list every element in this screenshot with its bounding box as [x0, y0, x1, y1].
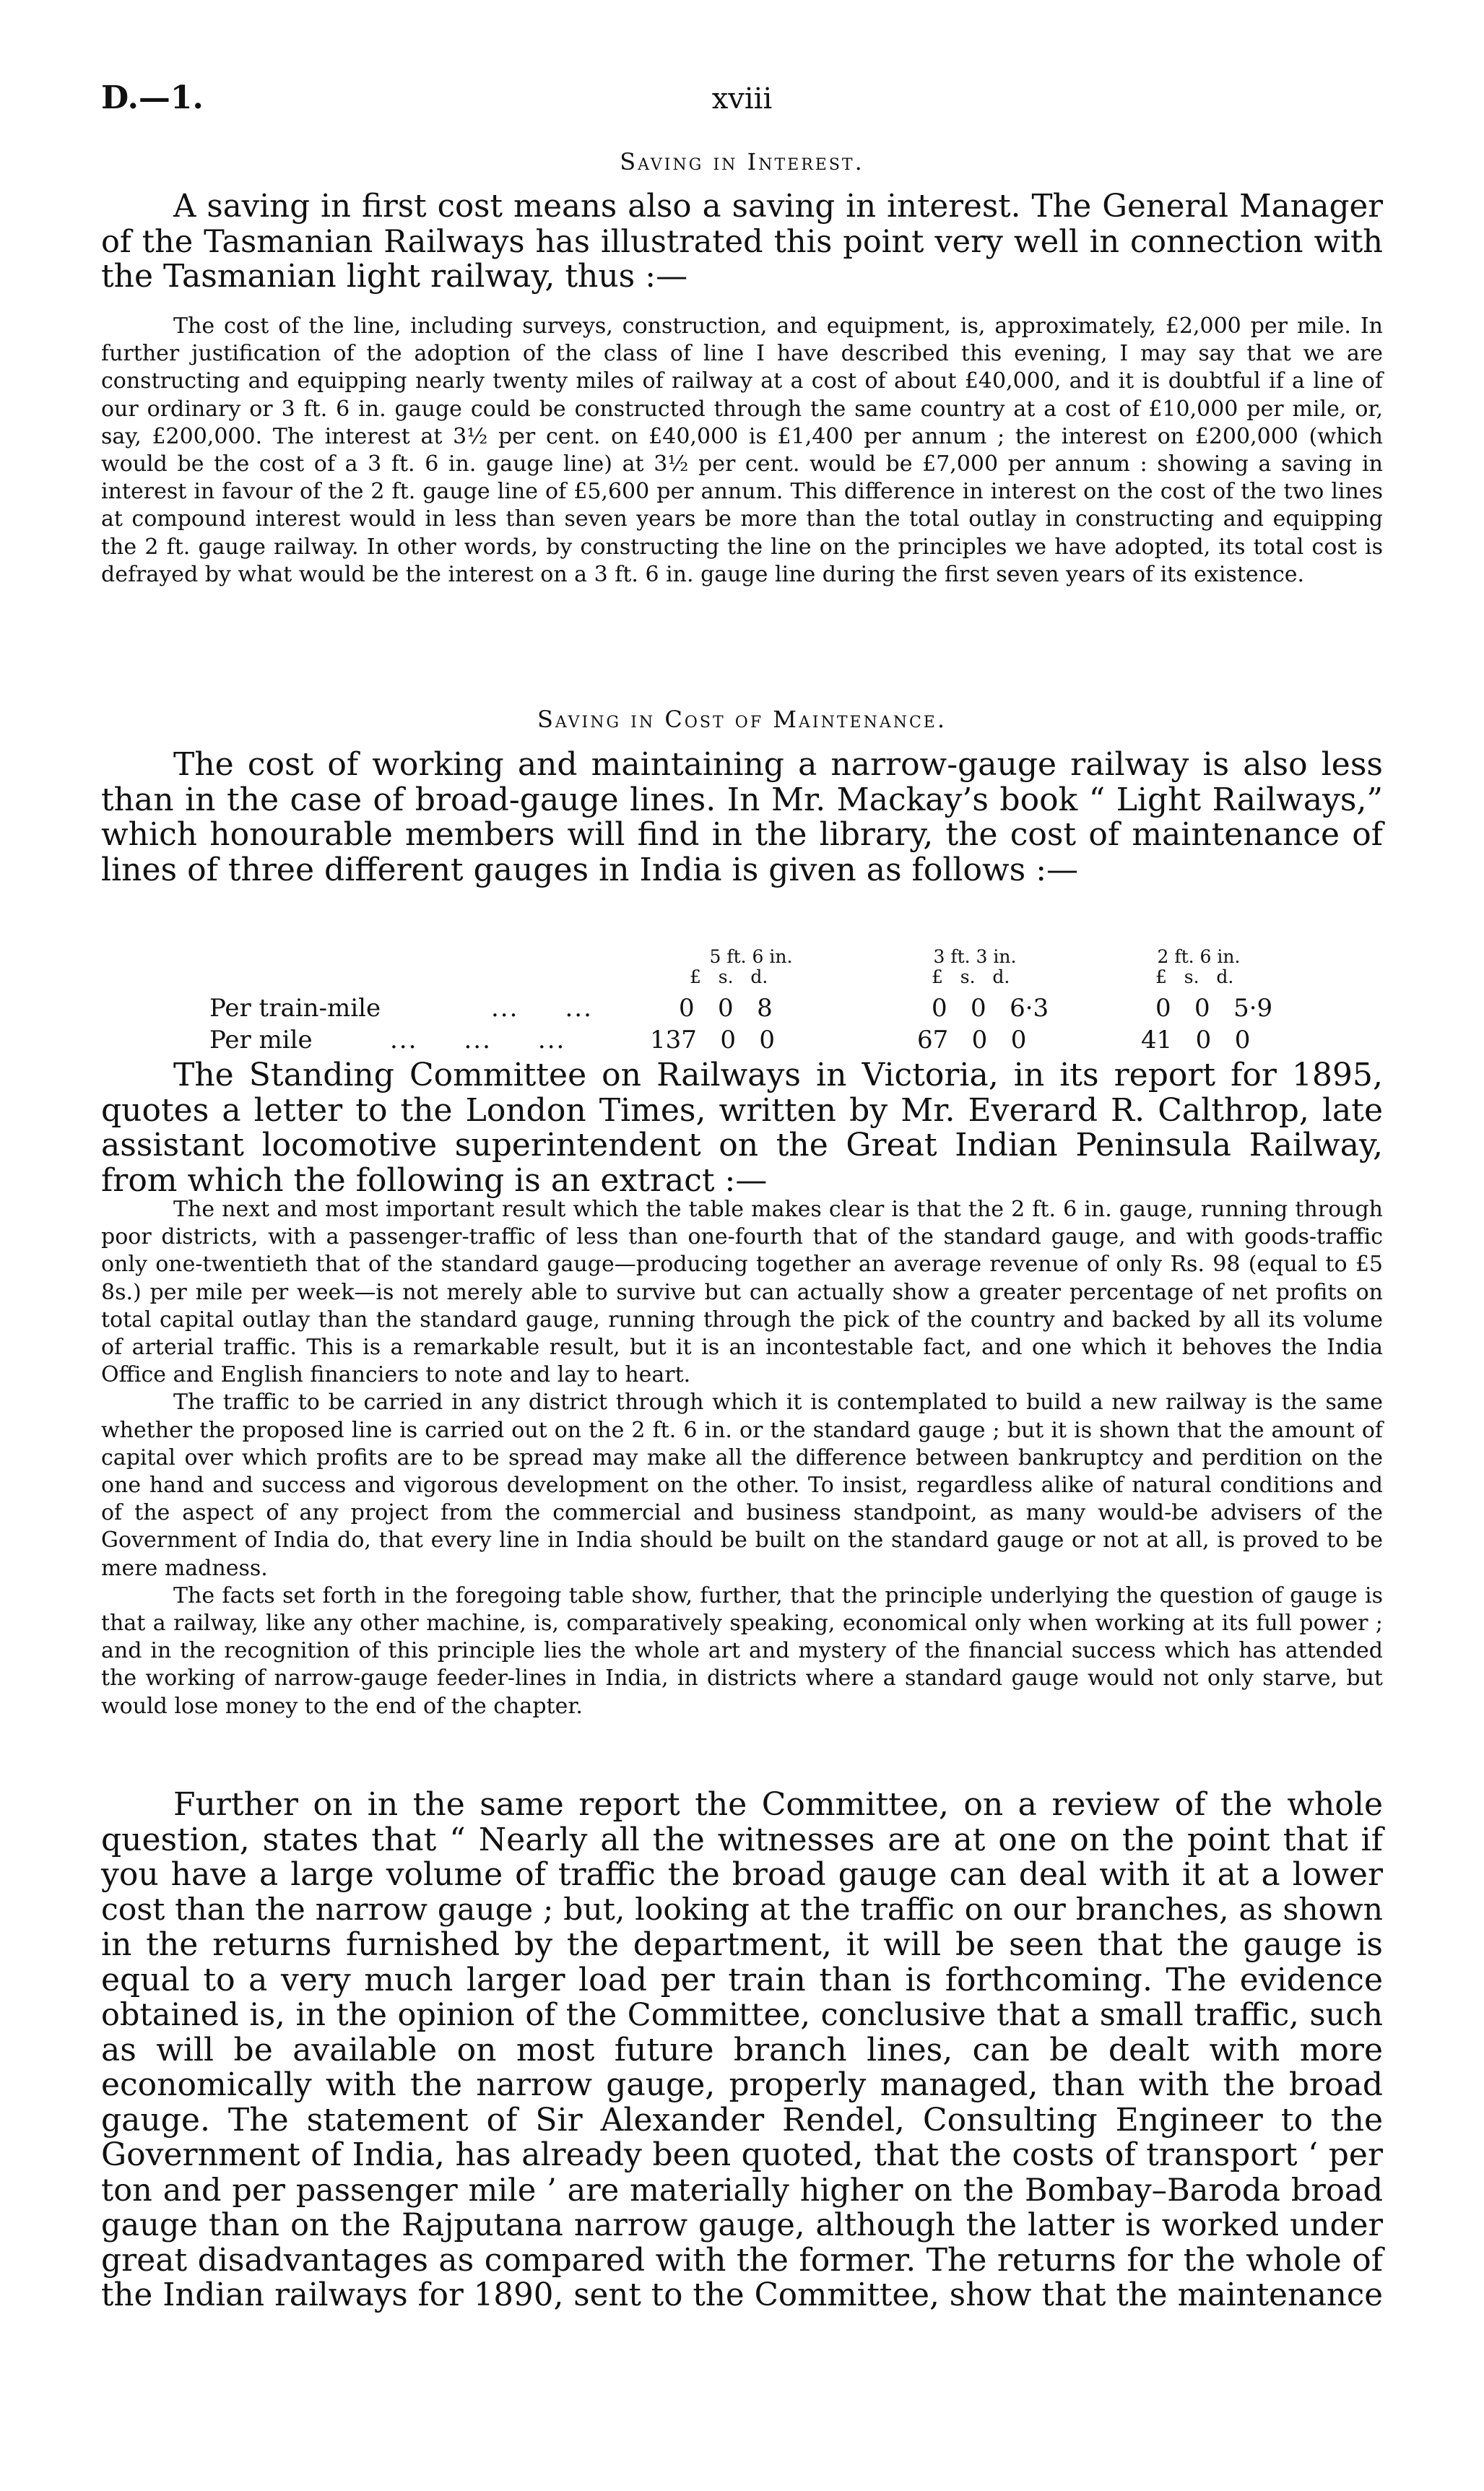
table-unit-label: £ s. d. — [1155, 966, 1234, 987]
text-line: the Tasmanian light railway, thus :— — [101, 258, 688, 295]
quote-paragraph: The traffic to be carried in any district through which it is contemplated to build a new railway is the same whether the proposed line is carried out on the 2 ft. 6 in. or the standard gauge ; but it is shown that the amount of capital over which profits are to be spread may make all the difference between bankruptcy and perdition on the one hand and success and vigorous development on the other. To insist, regardless alike of natural conditions and of the aspect of any project from the commercial and business standpoint, as many would-be advisers of the Government of India do, that every line in India should be built on the standard gauge or not at all, is proved to be mere madness. — [101, 1390, 1383, 1581]
text-line: great disadvantages as compared with the former. The returns for the whole of — [101, 2241, 1383, 2279]
page-number: xviii — [711, 82, 773, 116]
text-line: obtained is, in the opinion of the Committee, conclusive that a small traffic, such — [101, 1997, 1383, 2033]
text-line: A saving in first cost means also a saving in interest. The General Manager — [173, 189, 1383, 225]
table-cell: 41 0 0 — [1141, 1026, 1251, 1054]
table-row-label: Per train-mile — [209, 994, 381, 1023]
text-line: economically with the narrow gauge, properly managed, than with the broad — [101, 2066, 1383, 2103]
text-line: The cost of working and maintaining a narrow-gauge railway is also less — [173, 746, 1383, 783]
section1-quote — [101, 313, 1383, 589]
text-line: assistant locomotive superintendent on the Great Indian Peninsula Railway, — [101, 1127, 1383, 1164]
text-line: equal to a very much larger load per train than is forthcoming. The evidence — [101, 1961, 1383, 1998]
table-column-header: 5 ft. 6 in. — [709, 946, 793, 967]
section2-lead-paragraph — [101, 748, 1383, 888]
page-header — [101, 79, 1383, 123]
text-line: lines of three different gauges in India is given as follows :— — [101, 851, 1079, 888]
section-heading-saving-in-maintenance: Saving in Cost of Maintenance. — [537, 706, 947, 733]
section2-standing-committee-paragraph — [101, 1058, 1383, 1198]
text-line: of the Tasmanian Railways has illustrated this point very well in connection with — [101, 223, 1383, 260]
text-line: quotes a letter to the London Times, written by Mr. Everard R. Calthrop, late — [101, 1091, 1383, 1129]
table-column-header: 2 ft. 6 in. — [1157, 946, 1241, 967]
table-column-header: 3 ft. 3 in. — [933, 946, 1017, 967]
table-leader-dots: ... ... — [491, 994, 593, 1023]
table-unit-label: £ s. d. — [932, 966, 1010, 987]
text-line: in the returns furnished by the department, it will be seen that the gauge is — [101, 1926, 1383, 1963]
text-line: gauge than on the Rajputana narrow gauge, although the latter is worked under — [101, 2207, 1383, 2243]
table-cell: 0 0 8 — [679, 994, 773, 1023]
table-cell: 67 0 0 — [917, 1026, 1027, 1054]
table-unit-label: £ s. d. — [690, 966, 768, 987]
calthrop-letter-quote — [101, 1196, 1383, 1720]
text-line: cost than the narrow gauge ; but, looking at the traffic on our branches, as shown — [101, 1892, 1383, 1928]
text-line: the Indian railways for 1890, sent to the Committee, show that the maintenance — [101, 2277, 1383, 2313]
text-line: question, states that “ Nearly all the witnesses are at one on the point that if — [101, 1821, 1383, 1858]
table-cell: 0 0 5·9 — [1155, 994, 1273, 1023]
text-line: The Standing Committee on Railways in Victoria, in its report for 1895, — [173, 1057, 1383, 1093]
text-line: Further on in the same report the Committee, on a review of the whole — [173, 1786, 1383, 1823]
text-line: you have a large volume of traffic the broad gauge can deal with it at a lower — [101, 1856, 1383, 1893]
text-line: which honourable members will find in the library, the cost of maintenance of — [101, 816, 1383, 853]
table-cell: 0 0 6·3 — [932, 994, 1049, 1023]
table-cell: 137 0 0 — [650, 1026, 776, 1054]
text-line: Government of India, has already been quoted, that the costs of transport ‘ per — [101, 2136, 1383, 2173]
text-line: than in the case of broad-gauge lines. In Mr. Mackay’s book “ Light Railways,” — [101, 781, 1383, 818]
quote-paragraph: The next and most important result which the table makes clear is that the 2 ft. 6 in. gauge, running through poor districts, with a passenger-traffic of less than one-fourth that of the standard gauge, and with goods-traffic only one-twentieth that of the standard gauge—producing together an average revenue of only Rs. 98 (equal to £5 8s.) per mile per week—is not merely able to survive but can actually show a greater percentage of net profits on total capital outlay than the standard gauge, running through the pick of the country and backed by all its volume of arterial traffic. This is a remarkable result, but it is an incontestable fact, and one which it behoves the India Office and English financiers to note and lay to heart. — [101, 1197, 1383, 1388]
text-line: ton and per passenger mile ’ are materially higher on the Bombay–Baroda broad — [101, 2172, 1383, 2209]
section1-lead-paragraph — [101, 189, 1383, 295]
text-line: as will be available on most future branch lines, can be dealt with more — [101, 2031, 1383, 2068]
table-row-label: Per mile — [209, 1026, 313, 1054]
document-id: D.—1. — [101, 79, 204, 116]
table-leader-dots: ... ... ... — [390, 1026, 566, 1054]
text-line: gauge. The statement of Sir Alexander Rendel, Consulting Engineer to the — [101, 2101, 1383, 2139]
text-line: from which the following is an extract :— — [101, 1161, 768, 1199]
maintenance-cost-table — [101, 946, 1383, 1054]
quote-paragraph: The facts set forth in the foregoing table show, further, that the principle underlying the question of gauge is that a railway, like any other machine, is, comparatively speaking, economical only when working at its full power ; and in the recognition of this principle lies the whole art and mystery of the financial success which has attended the working of narrow-gauge feeder-lines in India, in districts where a standard gauge would not only starve, but would lose money to the end of the chapter. — [101, 1582, 1383, 1719]
quote-paragraph: The cost of the line, including surveys, construction, and equipment, is, approximately, £2,000 per mile. In further justification of the adoption of the class of line I have described this evening, I may say that we are constructing and equipping nearly twenty miles of railway at a cost of about £40,000, and it is doubtful if a line of our ordinary or 3 ft. 6 in. gauge could be constructed through the same country at a cost of £10,000 per mile, or, say, £200,000. The interest at 3½ per cent. on £40,000 is £1,400 per annum ; the interest on £200,000 (which would be the cost of a 3 ft. 6 in. gauge line) at 3½ per cent. would be £7,000 per annum : showing a saving in interest in favour of the 2 ft. gauge line of £5,600 per annum. This difference in interest on the cost of the two lines at compound interest would in less than seven years be more than the total outlay in constructing and equipping the 2 ft. gauge railway. In other words, by constructing the line on the principles we have adopted, its total cost is defrayed by what would be the interest on a 3 ft. 6 in. gauge line during the first seven years of its existence. — [101, 313, 1383, 587]
section-heading-saving-in-interest: Saving in Interest. — [620, 148, 864, 176]
section2-final-paragraph — [101, 1788, 1383, 2313]
